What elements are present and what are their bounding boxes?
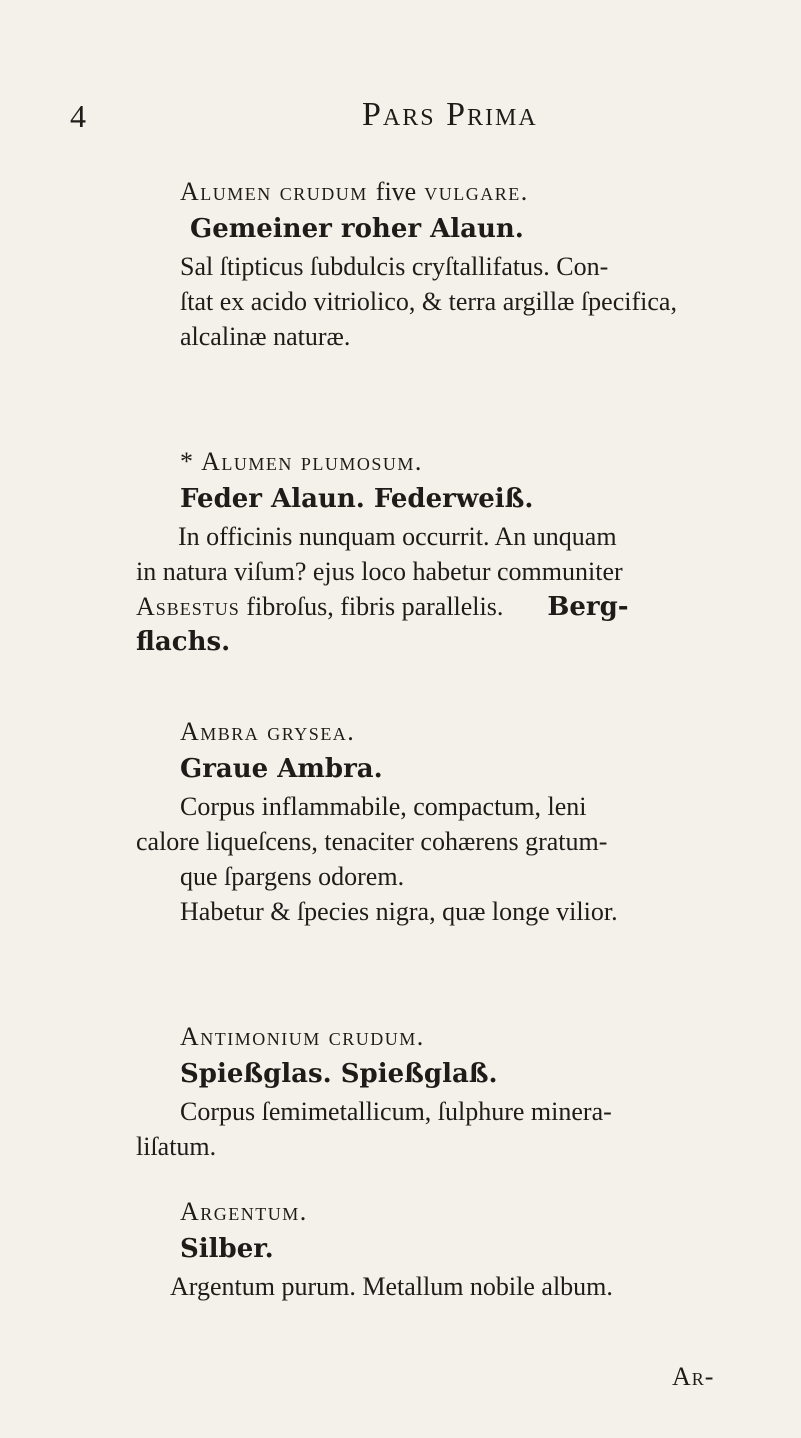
description-line: ſtat ex acido vitriolico, & terra argillæ ſpecifica, [180,287,677,316]
catchword: Ar- [672,1362,715,1391]
entry-title: Ambra grysea. [180,717,356,746]
page-header [70,88,630,138]
entry-title: * Alumen plumosum. [180,447,423,476]
entry-description [136,519,800,660]
entry-alumen-plumosum [136,445,800,660]
description-line [136,589,800,625]
entry-ambra-grysea [136,715,800,929]
description-line: que ſpargens odorem. [180,862,405,891]
german-name: Gemeiner roher Alaun. [190,214,524,244]
description-line: In officinis nunquam occurrit. An unquam [178,522,617,551]
entry-alumen-crudum [180,175,800,354]
running-head: Pars Prima [362,96,538,133]
description-line: Argentum purum. Metallum nobile album. [170,1272,613,1301]
description-line: calore liqueſcens, tenaciter cohærens gratum- [136,827,608,856]
german-name: Spießglas. Spießglaß. [180,1059,498,1089]
description-line: Corpus inflammabile, compactum, leni [180,792,587,821]
entry-title-text: Alumen crudum [180,177,368,206]
german-bergflachs-part1: Berg- [547,592,629,622]
entry-title-suffix: five [375,177,417,206]
description-line: alcalinæ naturæ. [180,322,351,351]
german-name: Silber. [180,1234,274,1264]
entry-title-tail: vulgare. [424,177,529,206]
entry-antimonium-crudum [136,1020,800,1164]
description-line: Corpus ſemimetallicum, ſulphure minera- [180,1097,612,1126]
description-line: liſatum. [136,1132,217,1161]
entry-title: Argentum. [180,1197,308,1226]
asbestus-rest: fibroſus, fibris parallelis. [239,592,504,621]
entry-description [180,249,800,354]
description-line: Habetur & ſpecies nigra, quæ longe vilior. [180,897,618,926]
entry-title [180,175,800,209]
german-name: Feder Alaun. Federweiß. [180,484,534,514]
entry-title: Antimonium crudum. [180,1022,425,1051]
entry-description [136,789,800,929]
asbestus-word: Asbestus [136,592,240,621]
entry-description [170,1269,800,1304]
entry-description [136,1094,800,1164]
german-name: Graue Ambra. [180,754,383,784]
description-line: in natura viſum? ejus loco habetur communiter [136,557,623,586]
description-line: Sal ſtipticus ſubdulcis cryſtallifatus. Con- [180,252,609,281]
page-number: 4 [70,98,86,134]
entry-argentum [170,1195,800,1304]
german-bergflachs-part2: flachs. [136,627,231,657]
